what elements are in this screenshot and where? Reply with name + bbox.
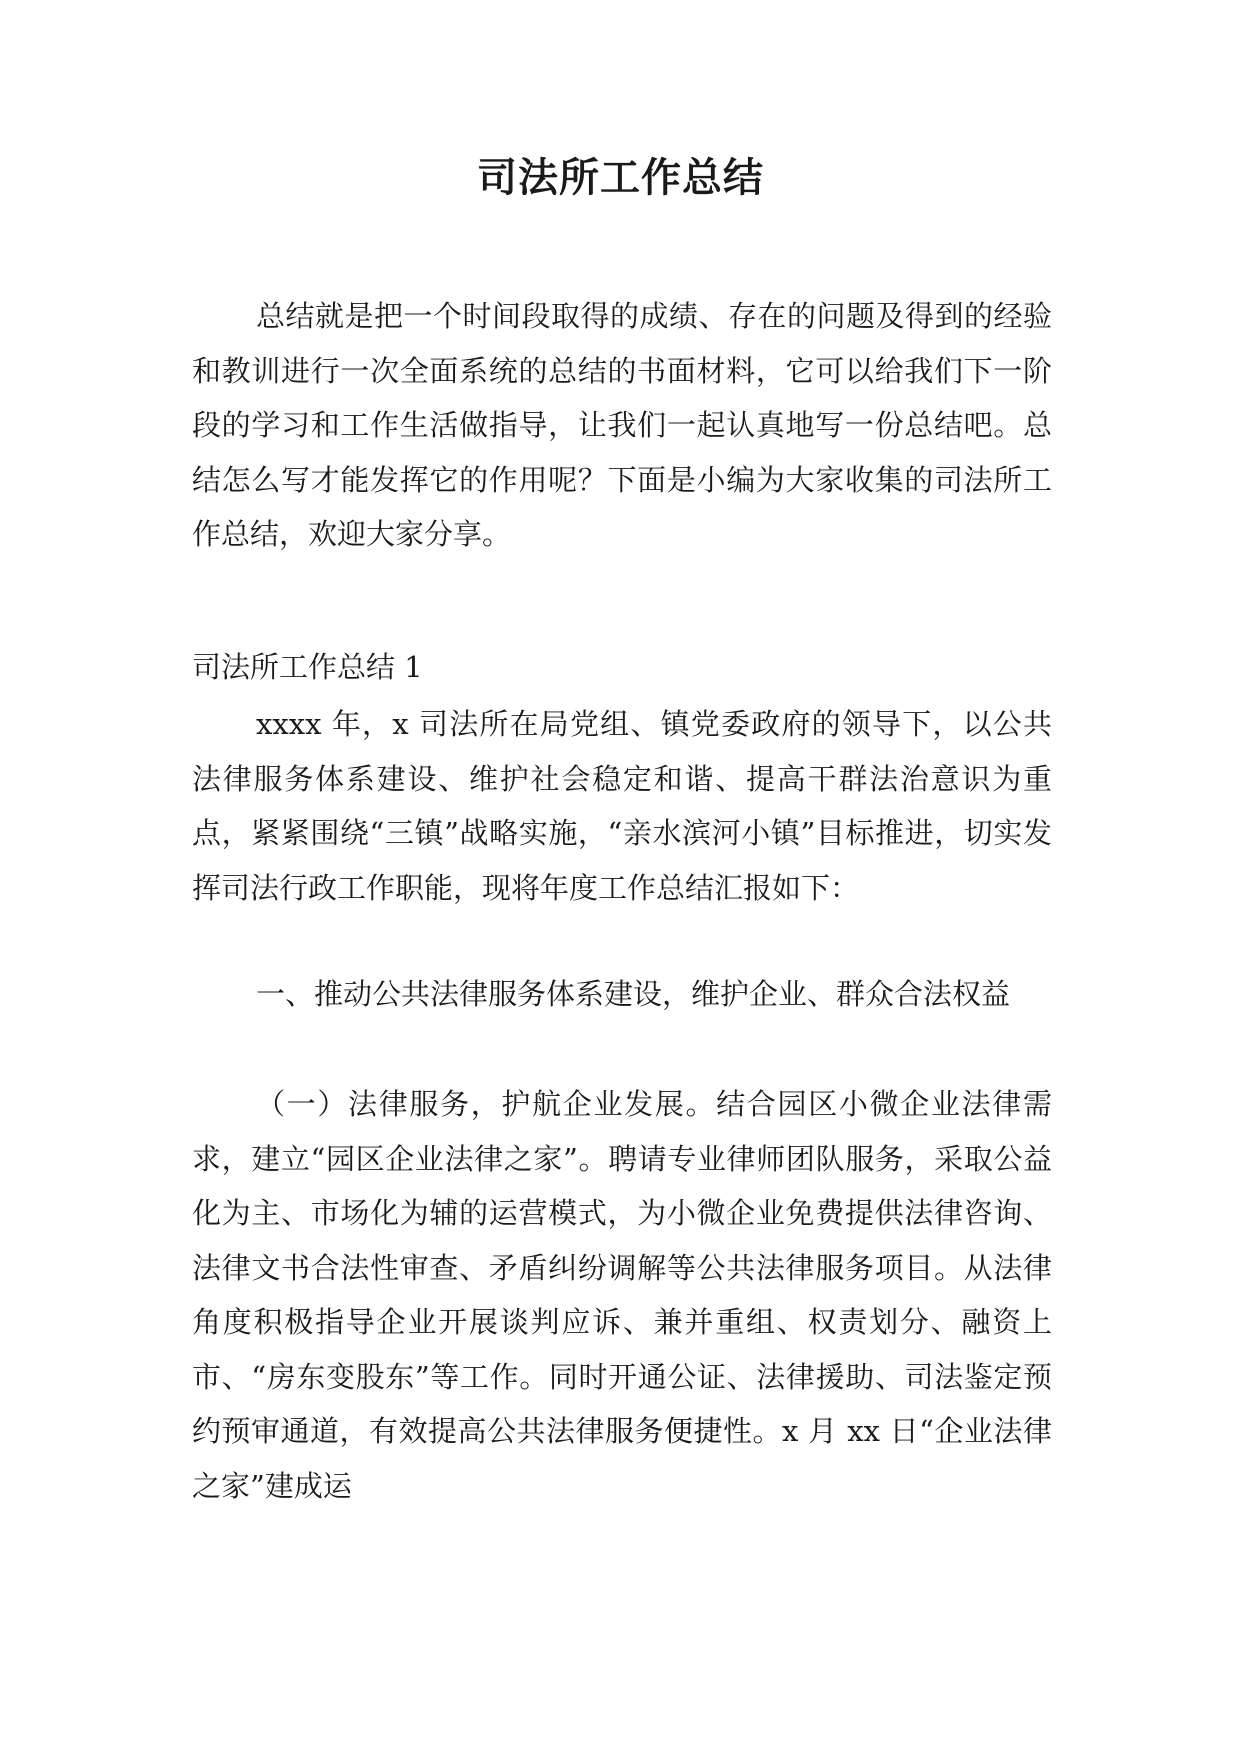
intro-paragraph: 总结就是把一个时间段取得的成绩、存在的问题及得到的经验和教训进行一次全面系统的总结的书面材料，它可以给我们下一阶段的学习和工作生活做指导，让我们一起认真地写一份总结吧。总结怎么写才能发挥它的作用呢？下面是小编为大家收集的司法所工作总结，欢迎大家分享。 [192,299,1052,551]
body-paragraph: （一）法律服务，护航企业发展。结合园区小微企业法律需求，建立“园区企业法律之家”。聘请专业律师团队服务，采取公益化为主、市场化为辅的运营模式，为小微企业免费提供法律咨询、法律文书合法性审查、矛盾纠纷调解等公共法律服务项目。从法律角度积极指导企业开展谈判应诉、兼并重组、权责划分、融资上市、“房东变股东”等工作。同时开通公证、法律援助、司法鉴定预约预审通道，有效提高公共法律服务便捷性。x 月 xx 日“企业法律之家”建成运 [192,1087,1052,1503]
section-subheading: 一、推动公共法律服务体系建设，维护企业、群众合法权益 [256,977,1011,1011]
document-title: 司法所工作总结 [477,155,764,201]
section-heading: 司法所工作总结 1 [192,650,423,684]
body-paragraph: xxxx 年，x 司法所在局党组、镇党委政府的领导下，以公共法律服务体系建设、维护社会稳定和谐、提高干群法治意识为重点，紧紧围绕“三镇”战略实施，“亲水滨河小镇”目标推进，切实发挥司法行政工作职能，现将年度工作总结汇报如下： [192,707,1052,905]
